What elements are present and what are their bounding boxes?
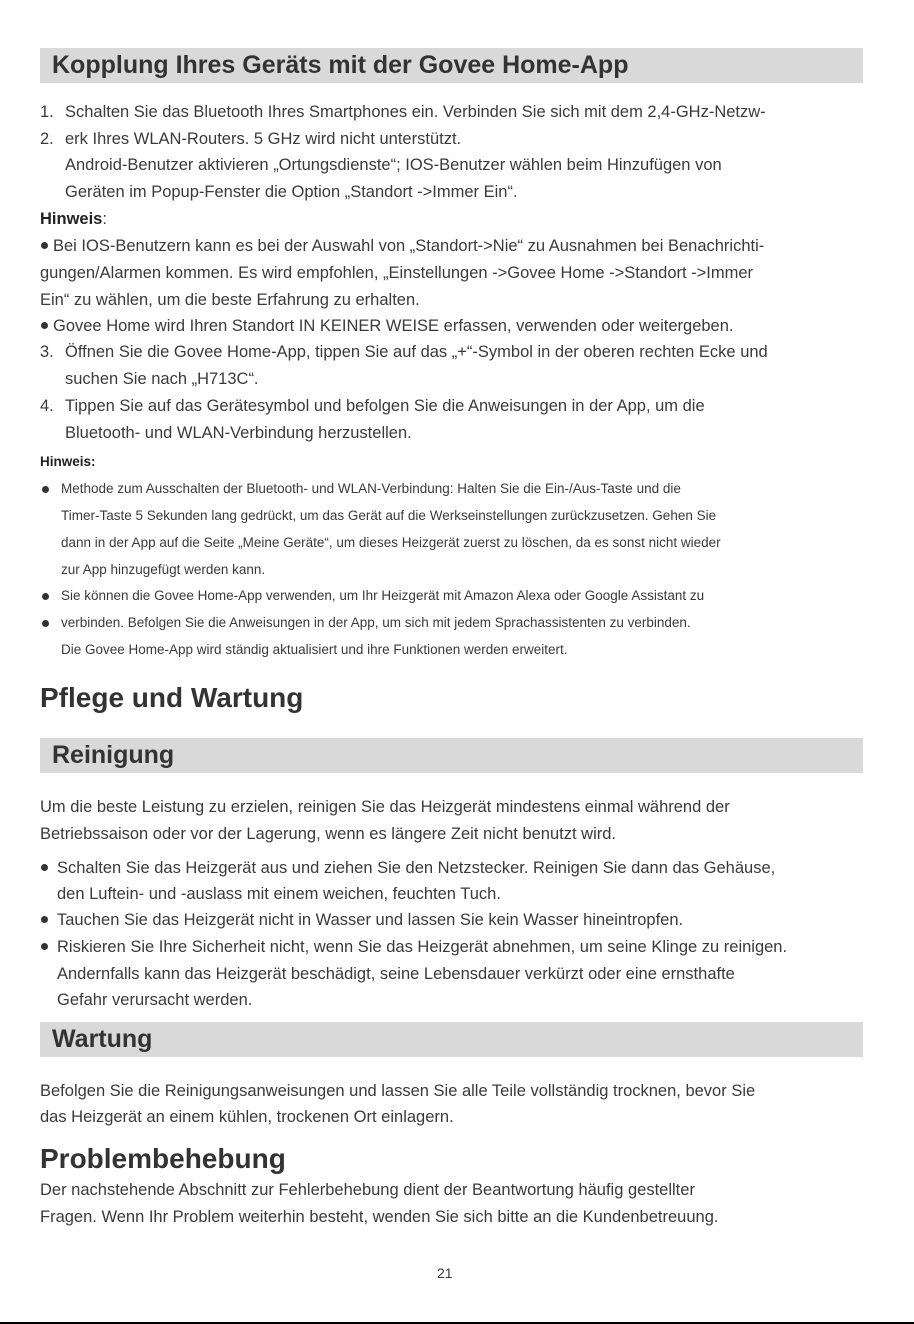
hint-bullet-text: gungen/Alarmen kommen. Es wird empfohlen, „Einstellungen ->Govee Home ->Standort ->Immer xyxy=(40,264,754,282)
list-item-text: Geräten im Popup-Fenster die Option „Standort ->Immer Ein“. xyxy=(65,183,518,201)
section-header-bar xyxy=(40,1022,863,1057)
page-number: 21 xyxy=(437,1265,453,1281)
list-item-text: Tippen Sie auf das Gerätesymbol und befolgen Sie die Anweisungen in der App, um die xyxy=(65,397,705,415)
paragraph-text: Fragen. Wenn Ihr Problem weiterhin besteht, wenden Sie sich bitte an die Kundenbetreuung. xyxy=(40,1208,719,1226)
cleaning-bullet-text: Schalten Sie das Heizgerät aus und ziehen Sie den Netzstecker. Reinigen Sie dann das Gehäuse, xyxy=(57,859,776,877)
hint-label: Hinweis xyxy=(40,210,103,228)
list-item-text: Android-Benutzer aktivieren „Ortungsdienste“; IOS-Benutzer wählen beim Hinzufügen von xyxy=(65,156,722,174)
paragraph-text: Der nachstehende Abschnitt zur Fehlerbehebung dient der Beantwortung häufig gestellter xyxy=(40,1181,695,1199)
hint2-bullet-text: Timer-Taste 5 Sekunden lang gedrückt, um das Gerät auf die Werkseinstellungen zurückzusetzen. Gehen Sie xyxy=(61,508,717,523)
cleaning-bullet-text: Andernfalls kann das Heizgerät beschädigt, seine Lebensdauer verkürzt oder eine ernsthafte xyxy=(57,965,735,983)
paragraph-text: Um die beste Leistung zu erzielen, reinigen Sie das Heizgerät mindestens einmal während der xyxy=(40,798,730,816)
section-header-bar xyxy=(40,48,863,83)
bullet-dot xyxy=(41,916,48,923)
hint-heading xyxy=(40,209,107,229)
section-title-pairing: Kopplung Ihres Geräts mit der Govee Home-App xyxy=(52,51,629,79)
bullet-dot xyxy=(42,486,49,493)
bullet-dot xyxy=(42,620,49,627)
list-number: 2. xyxy=(40,130,54,148)
bullet-dot xyxy=(41,322,48,329)
list-number: 3. xyxy=(40,343,54,361)
hint-bullet-text: Govee Home wird Ihren Standort IN KEINER WEISE erfassen, verwenden oder weitergeben. xyxy=(53,317,734,335)
section-header-bar xyxy=(40,738,863,773)
paragraph-text: Befolgen Sie die Reinigungsanweisungen und lassen Sie alle Teile vollständig trocknen, bevor Sie xyxy=(40,1082,756,1100)
bullet-dot xyxy=(41,864,48,871)
list-item-text: erk Ihres WLAN-Routers. 5 GHz wird nicht unterstützt. xyxy=(65,130,462,148)
hint2-bullet-text: Methode zum Ausschalten der Bluetooth- und WLAN-Verbindung: Halten Sie die Ein-/Aus-Taste und die xyxy=(61,481,681,496)
cleaning-bullet-text: Tauchen Sie das Heizgerät nicht in Wasser und lassen Sie kein Wasser hineintropfen. xyxy=(57,911,684,929)
section-title-cleaning: Reinigung xyxy=(52,741,175,769)
bullet-dot xyxy=(42,593,49,600)
hint-colon: : xyxy=(102,210,107,228)
hint-bullet-text: Ein“ zu wählen, um die beste Erfahrung zu erhalten. xyxy=(40,291,420,309)
hint2-bullet-text: Die Govee Home-App wird ständig aktualisiert und ihre Funktionen werden erweitert. xyxy=(61,642,568,657)
hint2-bullet-text: zur App hinzugefügt werden kann. xyxy=(61,562,266,577)
hint2-bullet-text: verbinden. Befolgen Sie die Anweisungen in der App, um sich mit jedem Sprachassistenten zu verbinden. xyxy=(61,615,691,630)
paragraph-text: Betriebssaison oder vor der Lagerung, wenn es längere Zeit nicht benutzt wird. xyxy=(40,825,616,843)
paragraph-text: das Heizgerät an einem kühlen, trockenen Ort einlagern. xyxy=(40,1108,454,1126)
list-item-text: suchen Sie nach „H713C“. xyxy=(65,370,259,388)
hint2-bullet-text: dann in der App auf die Seite „Meine Geräte“, um dieses Heizgerät zuerst zu löschen, da es sonst nicht wieder xyxy=(61,535,721,550)
section-title-maintenance: Wartung xyxy=(52,1025,153,1053)
list-item-text: Schalten Sie das Bluetooth Ihres Smartphones ein. Verbinden Sie sich mit dem 2,4-GHz-Netzw- xyxy=(65,103,766,121)
bullet-dot xyxy=(41,943,48,950)
list-number: 1. xyxy=(40,103,54,121)
hint2-heading: Hinweis: xyxy=(40,454,96,469)
hint-bullet-text: Bei IOS-Benutzern kann es bei der Auswahl von „Standort->Nie“ zu Ausnahmen bei Benachrichti- xyxy=(53,237,765,255)
heading-troubleshooting: Problembehebung xyxy=(40,1143,286,1174)
cleaning-bullet-text: Gefahr verursacht werden. xyxy=(57,991,253,1009)
list-item-text: Bluetooth- und WLAN-Verbindung herzustellen. xyxy=(65,424,412,442)
list-item-text: Öffnen Sie die Govee Home-App, tippen Sie auf das „+“-Symbol in der oberen rechten Ecke und xyxy=(65,343,768,361)
bullet-dot xyxy=(41,242,48,249)
cleaning-bullet-text: Riskieren Sie Ihre Sicherheit nicht, wenn Sie das Heizgerät abnehmen, um seine Klinge zu reinigen. xyxy=(57,938,788,956)
list-number: 4. xyxy=(40,397,54,415)
cleaning-bullet-text: den Luftein- und -auslass mit einem weichen, feuchten Tuch. xyxy=(57,885,501,903)
hint2-bullet-text: Sie können die Govee Home-App verwenden, um Ihr Heizgerät mit Amazon Alexa oder Google Assistant zu xyxy=(61,588,705,603)
heading-care: Pflege und Wartung xyxy=(40,682,304,713)
